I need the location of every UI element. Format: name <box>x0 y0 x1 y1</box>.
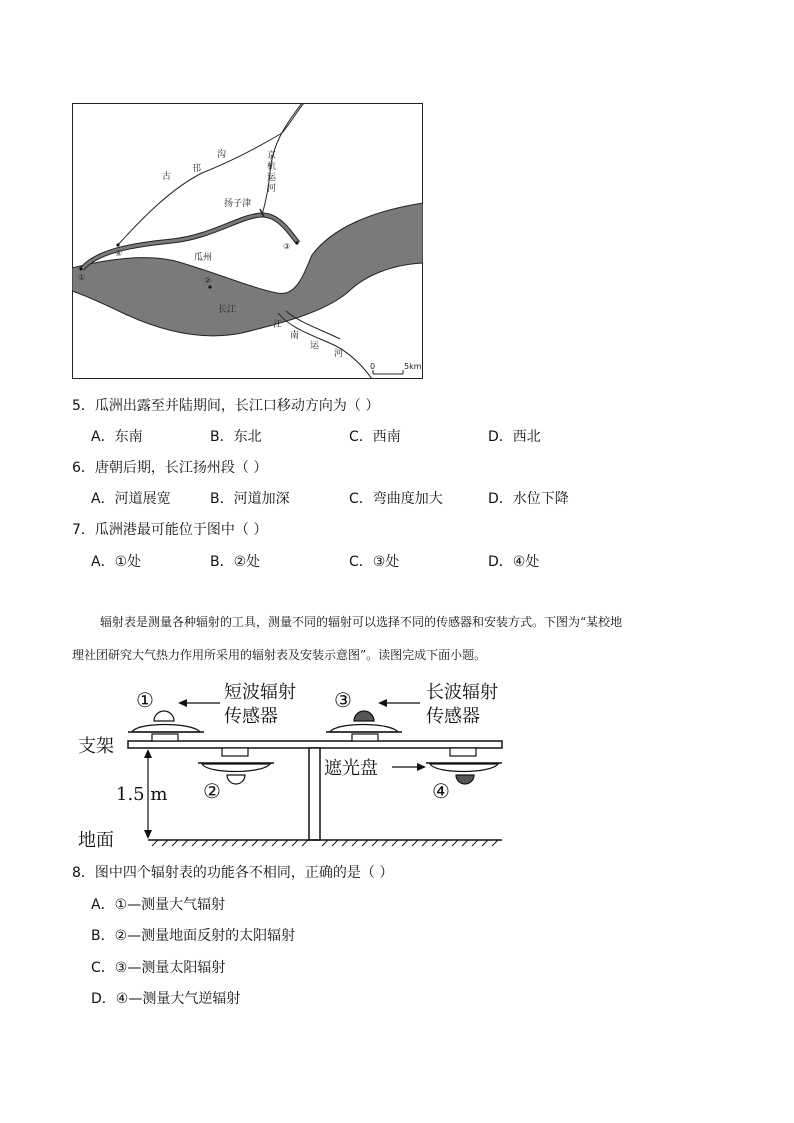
q5-option-a: A．东南 <box>91 429 143 445</box>
q6-option-c: C．弯曲度加大 <box>349 491 443 507</box>
arrow-long-wave-head <box>378 699 387 707</box>
support-pole <box>309 748 320 840</box>
label-jing: 京 <box>267 151 277 161</box>
label-long-wave-2: 传感器 <box>426 706 480 727</box>
arrow-short-wave-head <box>178 699 187 707</box>
q7-option-a: A．①处 <box>91 554 142 570</box>
diagram-num-4: ④ <box>432 779 450 803</box>
q8-option-a: A．①—测量大气辐射 <box>91 897 226 913</box>
label-yun: 运 <box>267 173 277 183</box>
label-he: 河 <box>267 184 277 194</box>
river-map-svg <box>72 103 423 379</box>
marker-4: ④ <box>115 249 123 258</box>
label-nan: 南 <box>290 331 300 341</box>
question-7: 7．瓜洲港最可能位于图中（ ） <box>72 522 268 538</box>
q6-option-d: D．水位下降 <box>488 491 569 507</box>
river-map <box>72 103 423 379</box>
label-shade-disk: 遮光盘 <box>324 758 378 779</box>
bracket-bar <box>128 741 502 748</box>
question-5: 5．瓜洲出露至并陆期间，长江口移动方向为（ ） <box>72 398 380 414</box>
marker-2: ② <box>204 276 212 285</box>
label-jiang: 江 <box>273 320 283 330</box>
q8-option-d: D．④—测量大气逆辐射 <box>91 991 241 1007</box>
marker-dot-4 <box>116 243 119 246</box>
q7-option-c: C．③处 <box>349 554 400 570</box>
marker-1: ① <box>78 273 86 282</box>
q7-option-d: D．④处 <box>488 554 540 570</box>
question-6: 6．唐朝后期，长江扬州段（ ） <box>72 460 268 476</box>
diagram-num-1: ① <box>136 688 154 712</box>
label-short-wave-2: 传感器 <box>224 706 278 727</box>
label-guazhou: 瓜州 <box>194 253 213 263</box>
q5-option-d: D．西北 <box>488 429 541 445</box>
sensor-1 <box>128 711 204 741</box>
label-ground: 地面 <box>78 830 114 848</box>
sensor-3 <box>326 711 402 741</box>
label-han: 邗 <box>192 164 202 174</box>
scale-end: 5km <box>404 362 422 371</box>
q8-option-c: C．③—测量太阳辐射 <box>91 960 226 976</box>
label-gu: 古 <box>162 172 172 182</box>
radiometer-diagram-svg <box>72 676 512 848</box>
label-height: 1.5 m <box>116 784 168 805</box>
question-8: 8．图中四个辐射表的功能各不相同，正确的是（ ） <box>72 865 394 881</box>
label-long-wave-1: 长波辐射 <box>426 682 498 703</box>
scale-zero: 0 <box>370 362 376 371</box>
label-bracket: 支架 <box>78 736 114 757</box>
intro-line-1: 辐射表是测量各种辐射的工具，测量不同的辐射可以选择不同的传感器和安装方式。下图为“某校地 <box>100 615 623 629</box>
label-yangzijin: 扬子津 <box>224 199 252 209</box>
q5-option-c: C．西南 <box>349 429 401 445</box>
intro-line-2: 理社团研究大气热力作用所采用的辐射表及安装示意图”。读图完成下面小题。 <box>72 648 487 662</box>
diagram-num-3: ③ <box>334 688 352 712</box>
q8-option-b: B．②—测量地面反射的太阳辐射 <box>91 928 296 944</box>
label-changjiang: 长江 <box>218 305 237 315</box>
label-hang: 杭 <box>267 162 277 172</box>
marker-dot-2 <box>208 285 211 288</box>
diagram-num-2: ② <box>203 779 221 803</box>
label-short-wave-1: 短波辐射 <box>224 682 296 703</box>
marker-3: ③ <box>283 242 291 251</box>
q6-option-a: A．河道展宽 <box>91 491 171 507</box>
q5-option-b: B．东北 <box>210 429 262 445</box>
height-arrow-head-down <box>144 830 152 839</box>
label-gou: 沟 <box>217 150 227 160</box>
arrow-shade-disk-head <box>417 763 426 771</box>
label-yun2: 运 <box>310 341 320 351</box>
marker-dot-3 <box>295 241 298 244</box>
radiometer-diagram <box>72 676 512 848</box>
marker-dot-1 <box>79 267 82 270</box>
q7-option-b: B．②处 <box>210 554 261 570</box>
height-arrow-head-up <box>144 749 152 758</box>
q6-option-b: B．河道加深 <box>210 491 290 507</box>
ground-hatch <box>152 840 498 846</box>
label-he2: 河 <box>334 349 344 359</box>
